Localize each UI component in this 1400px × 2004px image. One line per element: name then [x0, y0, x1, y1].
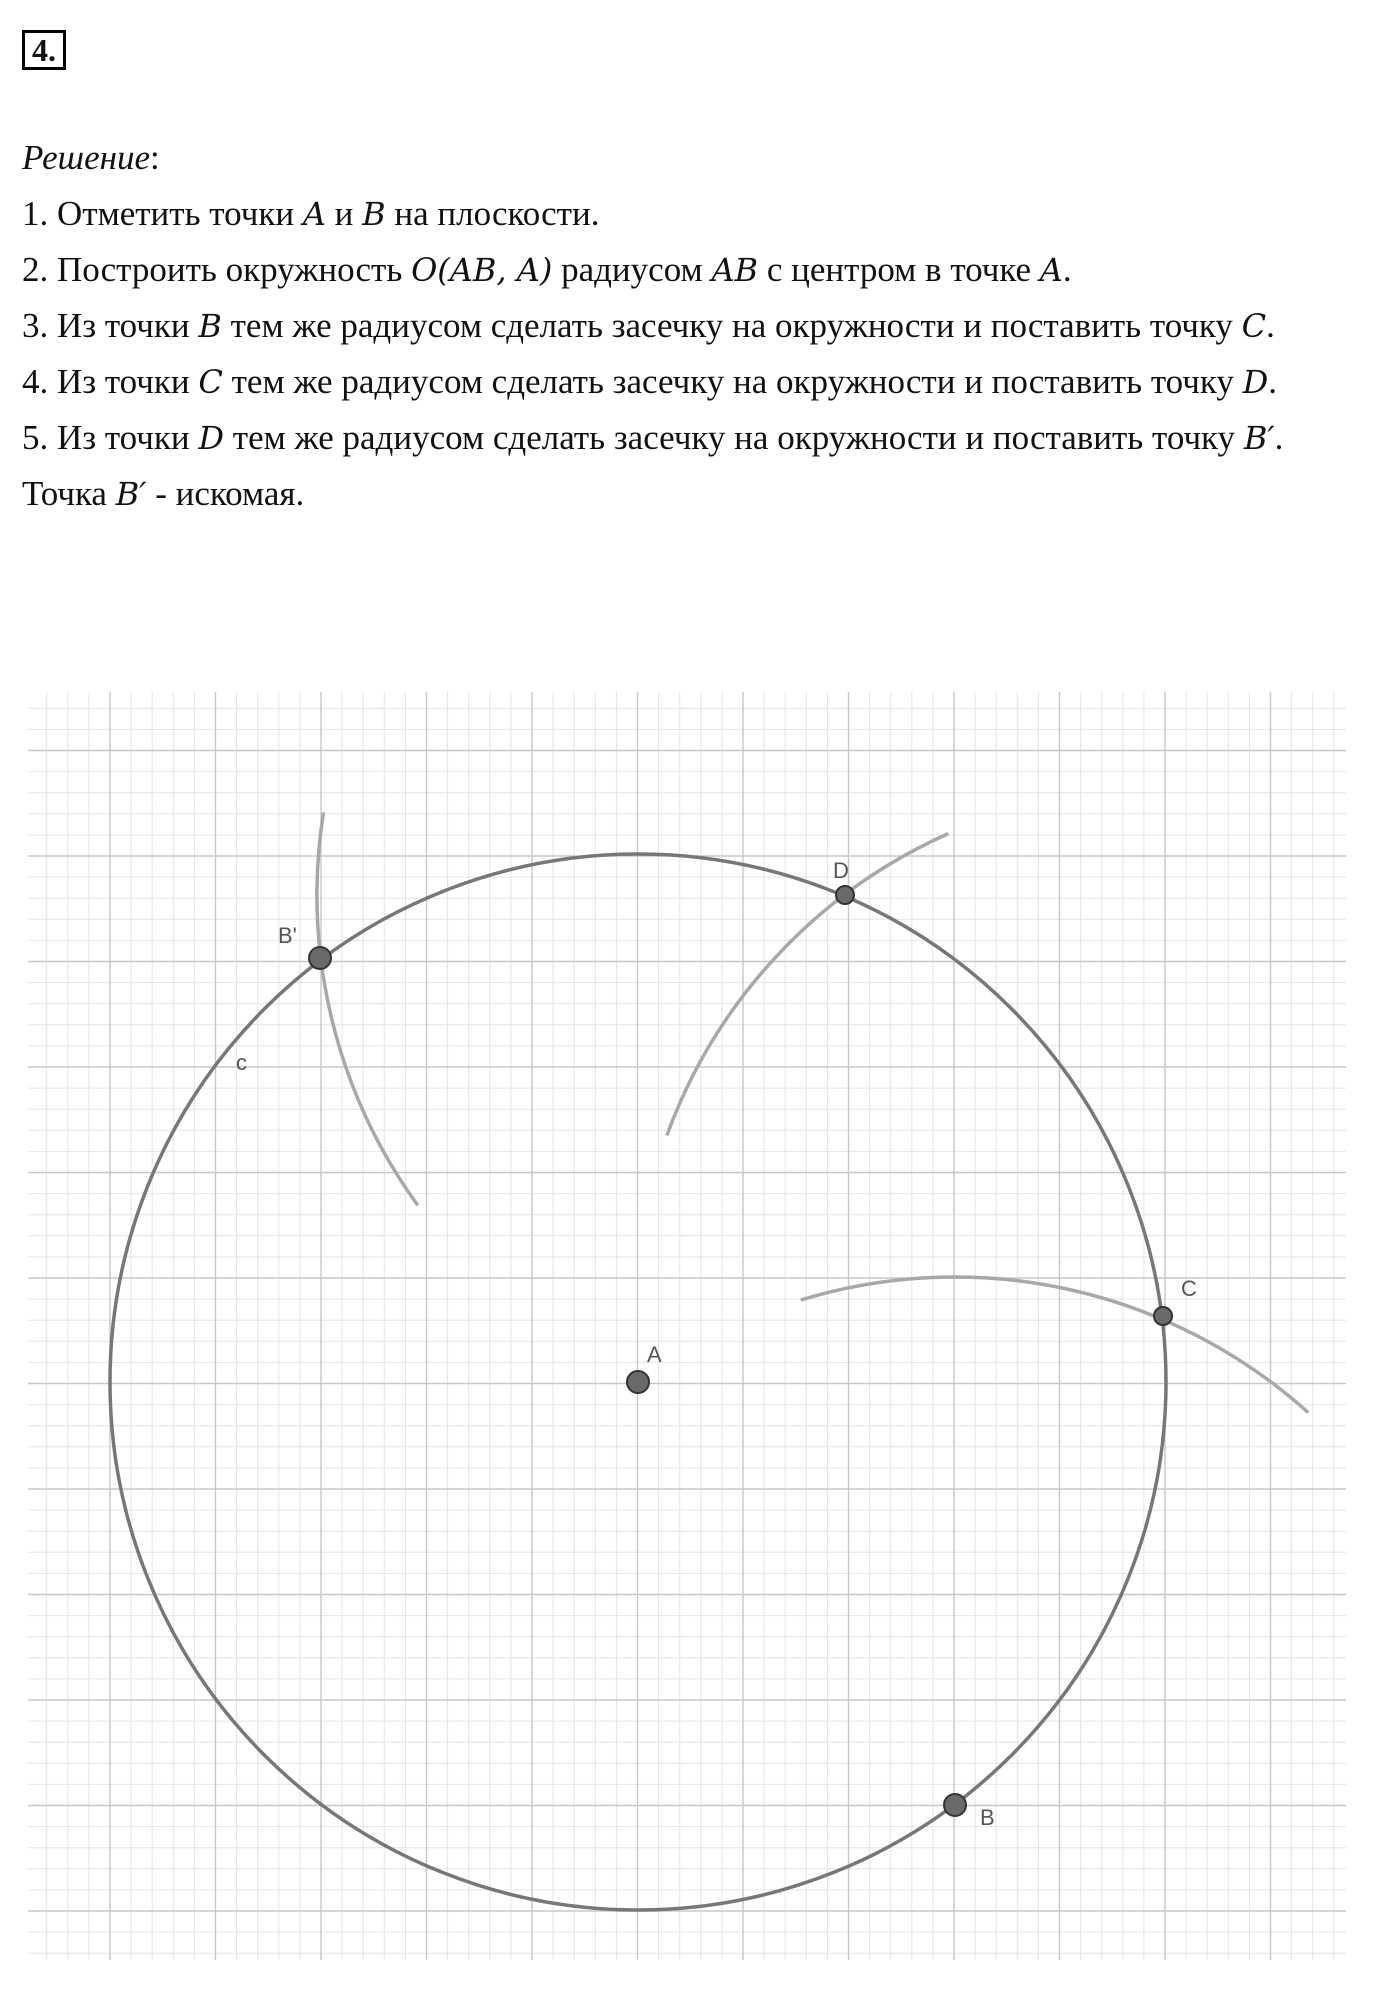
grid	[28, 692, 1346, 1960]
point-b1	[309, 947, 331, 969]
solution-text: Решение: 1. Отметить точки A и B на плоскости. 2. Построить окружность O(AB, A) радиусом AB с центром в точке A. 3. Из точки B тем же радиусом сделать засечку на окружности и поставить точку C. 4. Из точки C тем же радиусом сделать засечку на окружности и поставить точку D. 5. Из точки D тем же радиусом сделать засечку на окружности и поставить точку B′. Точка B′ - искомая.	[22, 130, 1362, 522]
point-label-b1: B'	[278, 923, 297, 948]
step-1: 1. Отметить точки A и B на плоскости.	[22, 194, 600, 233]
arc-from-b	[801, 1277, 1309, 1413]
arc-from-c	[667, 834, 948, 1136]
point-label-d: D	[833, 858, 849, 883]
step-3: 3. Из точки B тем же радиусом сделать засечку на окружности и поставить точку C.	[22, 306, 1275, 345]
point-d	[836, 886, 854, 904]
point-c	[1154, 1307, 1172, 1325]
shapes	[110, 812, 1308, 1910]
point-label-b: B	[980, 1805, 995, 1830]
step-4: 4. Из точки C тем же радиусом сделать засечку на окружности и поставить точку D.	[22, 362, 1278, 401]
conclusion: Точка B′ - искомая.	[22, 474, 305, 513]
point-a	[627, 1371, 649, 1393]
step-2: 2. Построить окружность O(AB, A) радиусом AB с центром в точке A.	[22, 250, 1072, 289]
arc-from-d	[317, 812, 418, 1205]
task-number: 4.	[22, 30, 66, 70]
step-5: 5. Из точки D тем же радиусом сделать засечку на окружности и поставить точку B′.	[22, 418, 1284, 457]
solution-label: Решение	[22, 138, 151, 177]
point-label-c: C	[1181, 1276, 1197, 1301]
circle-label: c	[236, 1050, 247, 1075]
point-b	[944, 1794, 966, 1816]
point-label-a: A	[647, 1342, 662, 1367]
